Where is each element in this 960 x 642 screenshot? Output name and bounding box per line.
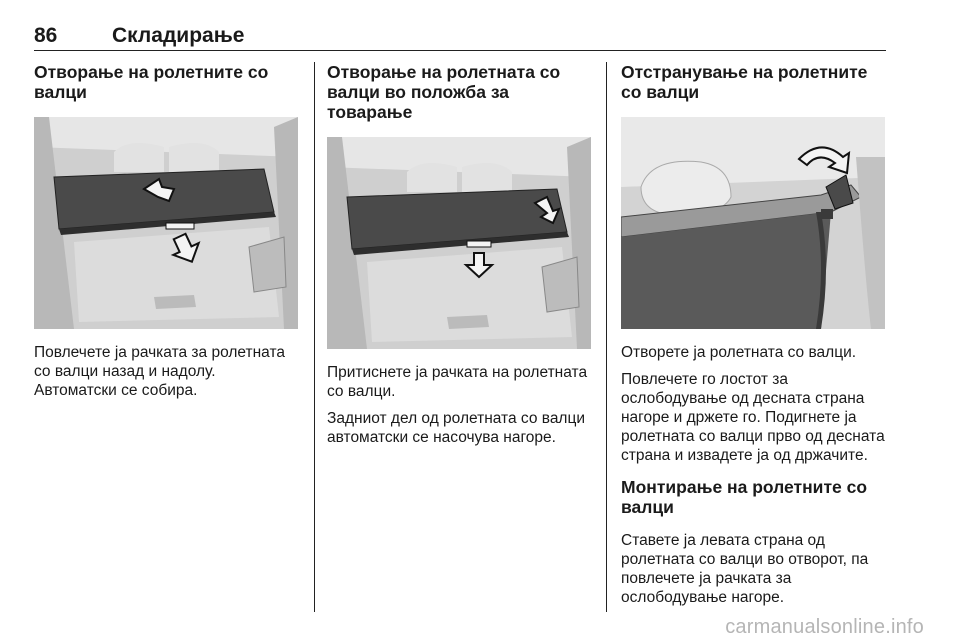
page-title: Складирање (112, 24, 245, 47)
section-heading: Отворање на ролетната со валци во положба за товарање (327, 62, 561, 122)
paragraph: Повлечете го лостот за ослободување од десната страна нагоре и држете го. Подигнете ја ролетната со валци прво од десната страна и извадете ја од држачите. (621, 371, 885, 464)
section-heading: Отстранување на ролетните со валци (621, 62, 868, 102)
paragraph: Повлечете ја рачката за ролетната со валци назад и надолу. Автоматски се собира. (34, 344, 285, 399)
column-divider (606, 62, 607, 612)
paragraph: Задниот дел од ролетната со валци автоматски се насочува нагоре. (327, 410, 586, 446)
section-heading: Отворање на ролетните со валци (34, 62, 269, 102)
illustration-cargo-cover-open (34, 117, 298, 329)
column-loading-position (327, 62, 591, 447)
illustration-cargo-cover-press (327, 137, 591, 349)
paragraph: Отворете ја ролетната со валци. (621, 344, 857, 361)
page-number: 86 (34, 24, 58, 47)
paragraph: Ставете ја левата страна од ролетната со валци во отворот, па повлечете ја рачката за ослободување нагоре. (621, 532, 869, 606)
watermark: carmanualsonline.info (725, 616, 924, 638)
page-header (34, 22, 886, 51)
column-opening-cover (34, 62, 298, 400)
illustration-cover-release-lever (621, 117, 885, 329)
column-removing-cover (621, 62, 885, 607)
section-subheading: Монтирање на ролетните со валци (621, 477, 868, 517)
paragraph: Притиснете ја рачката на ролетната со валци. (327, 364, 588, 400)
column-divider (314, 62, 315, 612)
